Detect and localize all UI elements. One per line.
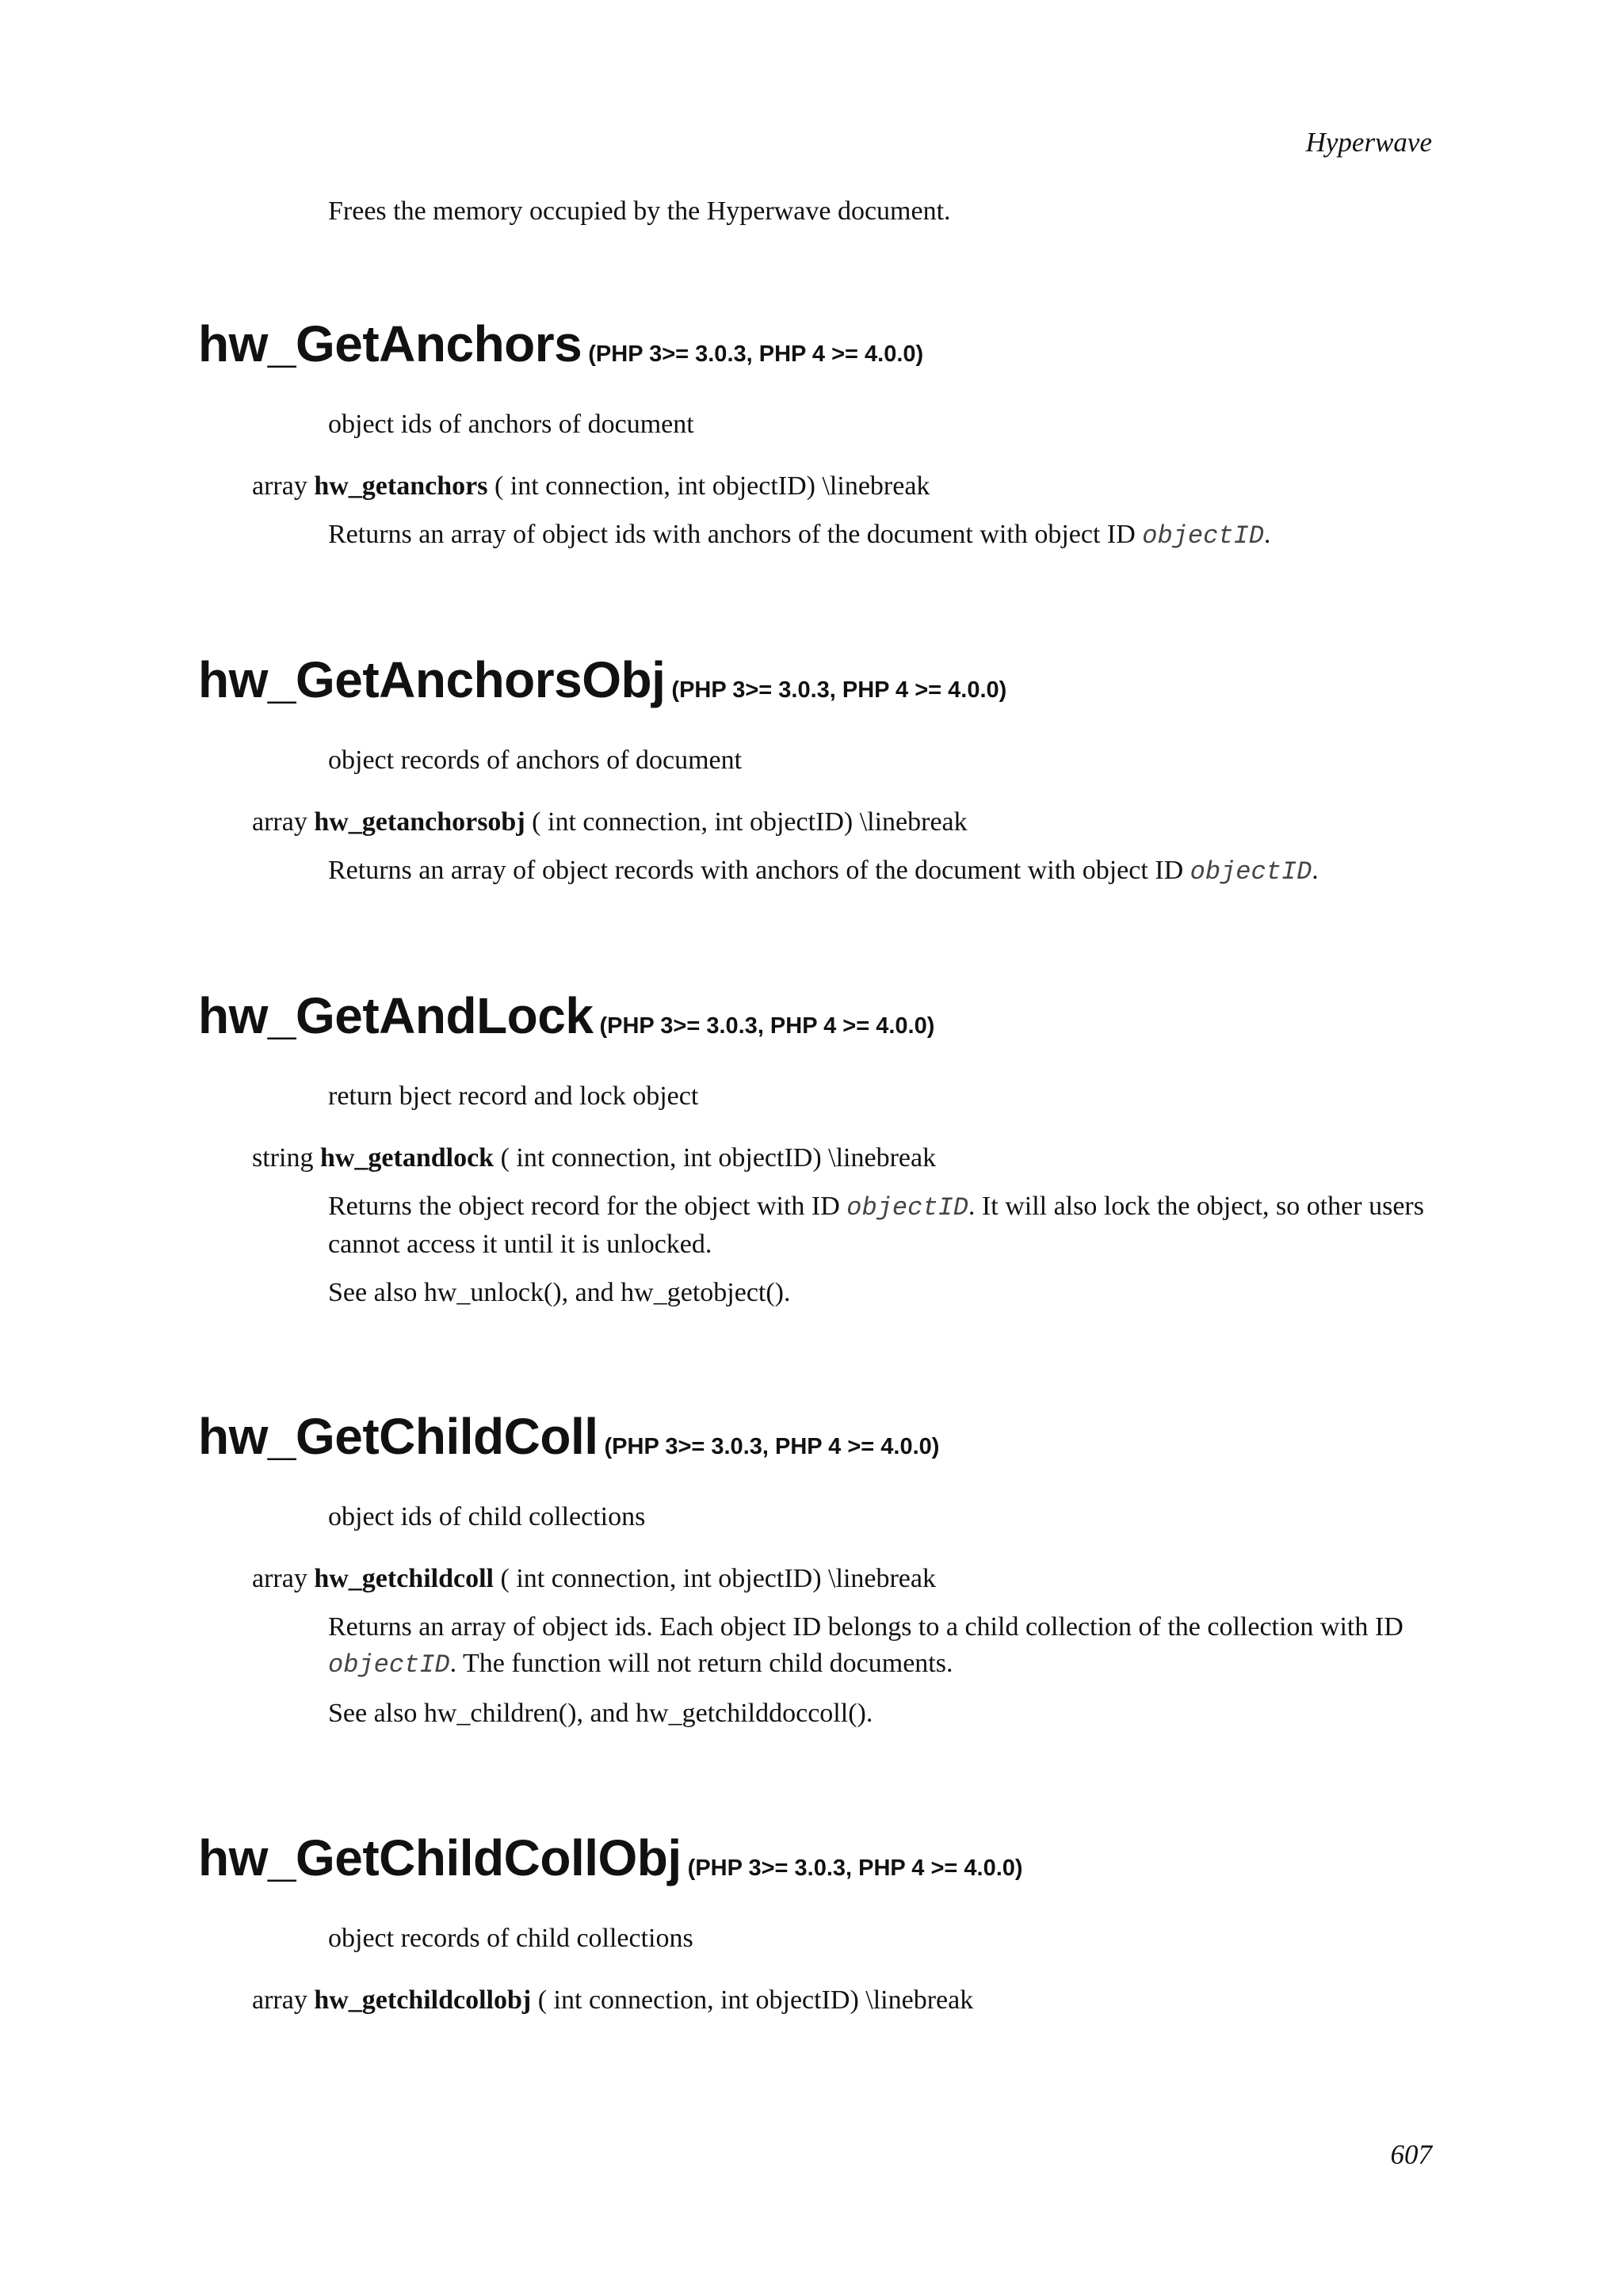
return-type: string	[252, 1143, 314, 1173]
function-purpose: return bject record and lock object	[328, 1081, 699, 1111]
function-purpose: object ids of child collections	[328, 1502, 646, 1531]
synopsis-function-name: hw_getanchorsobj	[314, 807, 525, 837]
synopsis-function-name: hw_getchildcoll	[314, 1564, 494, 1593]
version-info: (PHP 3>= 3.0.3, PHP 4 >= 4.0.0)	[599, 1013, 935, 1039]
description-text: Returns an array of object records with anchors of the document with object ID	[328, 856, 1190, 885]
function-heading	[198, 1828, 1434, 1888]
parameter-name: objectID	[328, 1650, 450, 1680]
function-entry-hw-getanchorsobj	[198, 650, 1434, 891]
description-text-end: .	[1263, 520, 1271, 549]
synopsis-params: ( int connection, int objectID) \linebreak	[500, 1564, 936, 1593]
function-synopsis	[252, 1141, 1434, 1176]
function-entry-hw-getanchors	[198, 314, 1434, 555]
description-text: Returns the object record for the object with ID	[328, 1192, 847, 1221]
see-also: See also hw_children(), and hw_getchilddoccoll().	[328, 1699, 873, 1728]
function-heading	[198, 650, 1434, 710]
version-info: (PHP 3>= 3.0.3, PHP 4 >= 4.0.0)	[671, 677, 1007, 703]
function-synopsis	[252, 469, 1434, 504]
function-name: hw_GetChildCollObj	[198, 1829, 682, 1886]
version-info: (PHP 3>= 3.0.3, PHP 4 >= 4.0.0)	[687, 1855, 1023, 1881]
version-info: (PHP 3>= 3.0.3, PHP 4 >= 4.0.0)	[604, 1434, 940, 1459]
parameter-name: objectID	[1142, 521, 1264, 551]
function-heading	[198, 986, 1434, 1046]
synopsis-function-name: hw_getchildcollobj	[314, 1985, 532, 2015]
description-text: Returns an array of object ids with anchors of the document with object ID	[328, 520, 1143, 549]
return-type: array	[252, 471, 307, 501]
synopsis-params: ( int connection, int objectID) \linebreak	[500, 1143, 937, 1173]
parameter-name: objectID	[846, 1193, 968, 1222]
function-purpose: object ids of anchors of document	[328, 410, 694, 439]
page-number: 607	[1390, 2139, 1432, 2170]
description-text-end: . The function will not return child documents.	[449, 1649, 953, 1678]
parameter-name: objectID	[1190, 857, 1312, 887]
function-purpose: object records of child collections	[328, 1924, 693, 1953]
function-heading	[198, 1406, 1434, 1466]
function-synopsis	[252, 805, 1434, 840]
see-also: See also hw_unlock(), and hw_getobject().	[328, 1278, 791, 1307]
function-name: hw_GetChildColl	[198, 1408, 598, 1465]
function-purpose: object records of anchors of document	[328, 746, 743, 775]
function-description	[328, 1609, 1434, 1684]
synopsis-function-name: hw_getandlock	[319, 1143, 495, 1173]
return-type: array	[252, 1985, 307, 2015]
return-type: array	[252, 807, 307, 837]
version-info: (PHP 3>= 3.0.3, PHP 4 >= 4.0.0)	[588, 341, 924, 367]
synopsis-params: ( int connection, int objectID) \linebreak	[537, 1985, 974, 2015]
function-synopsis	[252, 1562, 1434, 1596]
description-text-end: .	[1312, 856, 1319, 885]
function-entry-hw-getchildcoll	[198, 1406, 1434, 1731]
function-name: hw_GetAndLock	[198, 987, 594, 1044]
return-type: array	[252, 1564, 307, 1593]
function-entry-hw-getchildcollobj	[198, 1828, 1434, 2018]
synopsis-function-name: hw_getanchors	[314, 471, 488, 501]
description-text: Returns an array of object ids. Each object ID belongs to a child collection of the collection with ID	[328, 1612, 1403, 1642]
function-entry-hw-getandlock	[198, 986, 1434, 1310]
function-heading	[198, 314, 1434, 374]
function-name: hw_GetAnchorsObj	[198, 651, 666, 708]
running-header: Hyperwave	[1305, 127, 1432, 158]
function-description	[328, 517, 1434, 555]
function-description	[328, 1188, 1434, 1263]
function-name: hw_GetAnchors	[198, 315, 582, 372]
synopsis-params: ( int connection, int objectID) \linebreak	[494, 471, 930, 501]
intro-paragraph: Frees the memory occupied by the Hyperwave document.	[328, 196, 951, 226]
description-text-end: . It will also lock the object, so other users cannot access it until it is unlocked.	[328, 1192, 1424, 1259]
synopsis-params: ( int connection, int objectID) \linebreak	[532, 807, 968, 837]
function-description	[328, 852, 1434, 891]
function-synopsis	[252, 1983, 1434, 2018]
